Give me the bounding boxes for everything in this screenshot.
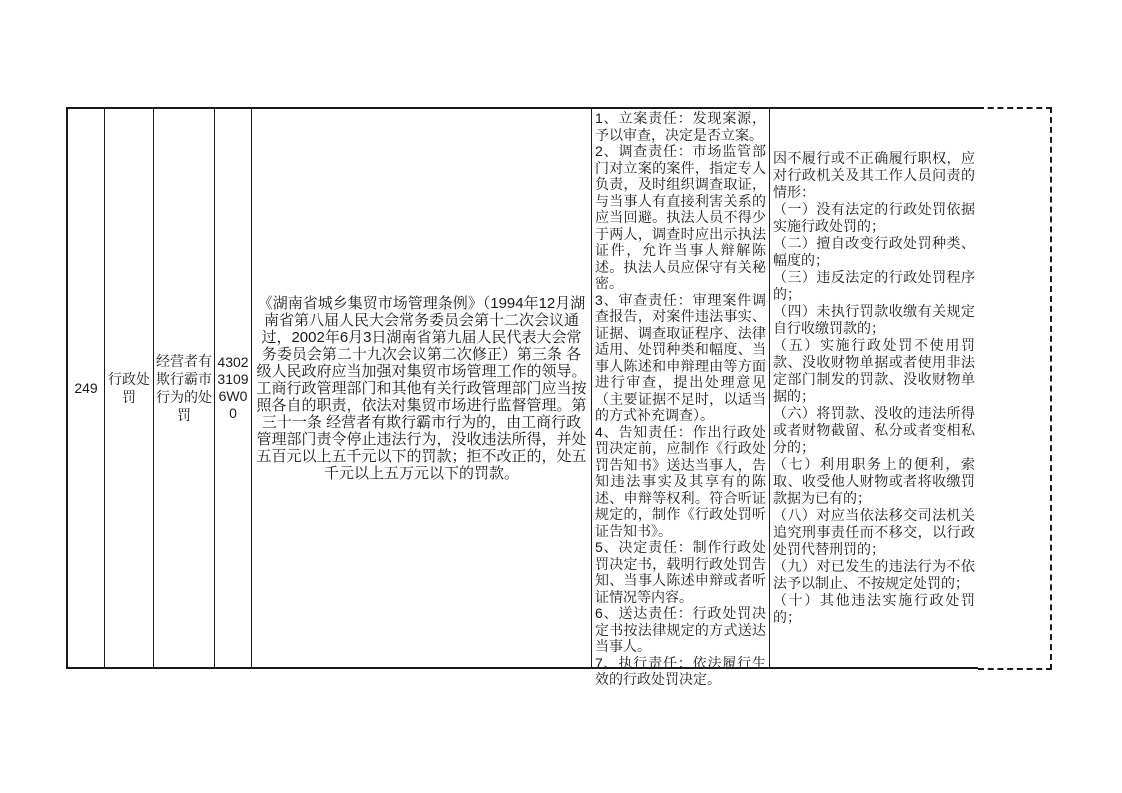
accountability-item: （一）没有法定的行政处罚依据实施行政处罚的； bbox=[773, 201, 975, 234]
duty-step: 6、送达责任：行政处罚决定书按法律规定的方式送达当事人。 bbox=[595, 605, 766, 654]
duty-step: 4、告知责任：作出行政处罚决定前，应制作《行政处罚告知书》送达当事人，告知违法事实及其享有的陈述、申辩等权利。符合听证规定的，制作《行政处罚听证告知书》。 bbox=[595, 423, 766, 539]
empty-dashed-column bbox=[978, 107, 1052, 670]
duty-steps-list bbox=[595, 110, 766, 688]
accountability-item: （九）对已发生的违法行为不依法予以制止、不按规定处罚的； bbox=[773, 558, 975, 591]
power-category-label: 行政处罚 bbox=[108, 371, 150, 405]
accountability-item: （六）将罚款、没收的违法所得或者财物截留、私分或者变相私分的； bbox=[773, 405, 975, 455]
item-code: 430231096W00 bbox=[217, 354, 249, 421]
cell-penalty-matter bbox=[154, 109, 215, 667]
accountability-intro: 因不履行或不正确履行职权，应对行政机关及其工作人员问责的情形： bbox=[773, 150, 975, 200]
duty-step: 1、立案责任：发现案源，予以审查，决定是否立案。 bbox=[595, 110, 766, 143]
accountability-list bbox=[773, 201, 975, 626]
accountability-item: （三）违反法定的行政处罚程序的； bbox=[773, 269, 975, 302]
duty-step: 3、审查责任：审理案件调查报告，对案件违法事实、证据、调查取证程序、法律适用、处罚种类和幅度、当事人陈述和申辩理由等方面进行审查，提出处理意见（主要证据不足时，以适当的方式补充调查）。 bbox=[595, 291, 766, 423]
cell-accountability bbox=[770, 109, 978, 667]
penalty-responsibility-table bbox=[66, 107, 980, 687]
accountability-item: （二）擅自改变行政处罚种类、幅度的； bbox=[773, 235, 975, 268]
accountability-item: （八）对应当依法移交司法机关追究刑事责任而不移交，以行政处罚代替刑罚的； bbox=[773, 507, 975, 557]
accountability-item: （五）实施行政处罚不使用罚款、没收财物单据或者使用非法定部门制发的罚款、没收财物单据的； bbox=[773, 337, 975, 404]
cell-sequence-number bbox=[68, 109, 105, 667]
duty-step: 5、决定责任：制作行政处罚决定书，载明行政处罚告知、当事人陈述申辩或者听证情况等内容。 bbox=[595, 539, 766, 605]
cell-legal-basis bbox=[252, 109, 592, 667]
legal-basis-text: 《湖南省城乡集贸市场管理条例》（1994年12月湖南省第八届人民大会常务委员会第十二次会议通过，2002年6月3日湖南省第九届人民代表大会常务委员会第二十九次会议第二次修正）第三条 各级人民政府应当加强对集贸市场管理工作的领导。工商行政管理部门和其他有关行政管理部门应当按照各自的职责，依法对集贸市场进行监督管理。第三十一条 经营者有欺行霸市行为的，由工商行政管理部门责令停止违法行为，没收违法所得，并处五百元以上五千元以下的罚款；拒不改正的，处五千元以上五万元以下的罚款。 bbox=[256, 294, 587, 482]
cell-power-category bbox=[105, 109, 154, 667]
cell-item-code bbox=[215, 109, 252, 667]
accountability-item: （十）其他违法实施行政处罚的； bbox=[773, 592, 975, 625]
duty-step: 2、调查责任：市场监管部门对立案的案件，指定专人负责，及时组织调查取证，与当事人有直接利害关系的应当回避。执法人员不得少于两人，调查时应出示执法证件，允许当事人辩解陈述。执法人员应保守有关秘密。 bbox=[595, 143, 766, 291]
accountability-item: （四）未执行罚款收缴有关规定自行收缴罚款的； bbox=[773, 303, 975, 336]
duty-step: 7、执行责任：依法履行生效的行政处罚决定。 bbox=[595, 654, 766, 687]
accountability-item: （七）利用职务上的便利，索取、收受他人财物或者将收缴罚款据为已有的； bbox=[773, 456, 975, 506]
penalty-matter-label: 经营者有欺行霸市行为的处罚 bbox=[156, 353, 212, 423]
cell-duty-steps bbox=[592, 109, 770, 687]
sequence-number: 249 bbox=[74, 380, 98, 396]
